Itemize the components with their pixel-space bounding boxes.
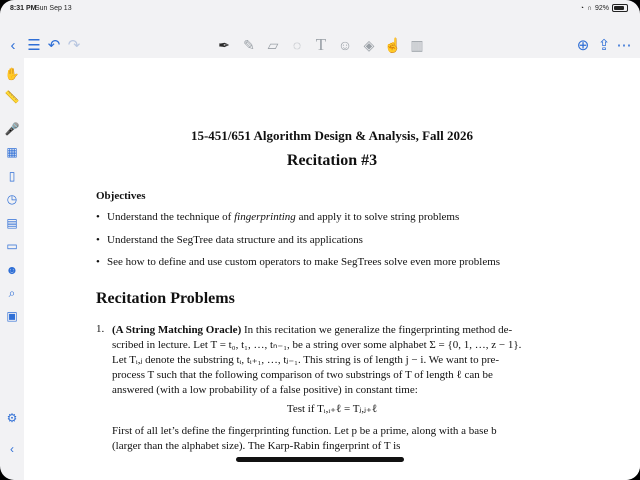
eraser-icon[interactable]: ▱ [267, 36, 279, 53]
problem-1-line-1: (A String Matching Oracle) In this recitation we generalize the fingerprinting method de- [112, 324, 513, 336]
ruler-icon[interactable]: 📏 [4, 90, 20, 104]
settings-icon[interactable]: ⚙ [6, 411, 18, 425]
sticker-icon[interactable]: ☺ [337, 37, 353, 53]
more-icon[interactable]: ⋯ [616, 37, 632, 54]
status-right [580, 4, 628, 12]
wifi-icon: ◔ [579, 4, 584, 12]
search-icon[interactable]: ⌕ [8, 285, 16, 300]
status-bar [0, 0, 640, 18]
bullet: • [96, 256, 100, 268]
document-icon[interactable]: ▭ [6, 239, 18, 253]
battery-percent: 92% [594, 4, 609, 12]
bullet: • [96, 234, 100, 246]
layout-icon[interactable]: ▤ [6, 216, 18, 230]
problem-number: 1. [96, 323, 105, 335]
problem-title: (A String Matching Oracle) [112, 324, 242, 336]
back-icon[interactable]: ‹ [10, 36, 16, 54]
objectives-heading: Objectives [96, 190, 146, 202]
problem-1-line-4: process T such that the following comparison of two substrings of T of length ℓ can be [112, 369, 493, 381]
list-icon[interactable]: ☰ [27, 37, 41, 54]
shapes-icon[interactable]: ◈ [363, 36, 375, 53]
toolbar [0, 32, 640, 58]
recitation-title: Recitation #3 [286, 152, 378, 169]
objective-text: Understand the technique of fingerprinting and apply it to solve string problems [107, 211, 460, 223]
problem-1-line-7: (larger than the alphabet size). The Karp-Rabin fingerprint of T is [112, 440, 401, 452]
problem-1-line-5: answered (with a low probability of a false positive) in constant time: [112, 384, 418, 396]
pen-icon[interactable]: ✒ [218, 36, 230, 53]
problem-1-line-2: scribed in lecture. Let T = t₀, t₁, …, tₙ₋₁, be a string over some alphabet Σ = {0, 1, …, z − 1}. [112, 339, 522, 351]
microphone-icon[interactable]: 🎤 [4, 122, 20, 136]
collapse-icon[interactable]: ‹ [10, 442, 14, 456]
document-page[interactable] [24, 58, 640, 480]
lasso-icon[interactable]: ◌ [292, 37, 302, 53]
share-icon[interactable]: ⇪ [597, 37, 611, 54]
problem-1-line-3: Let Tᵢ,ⱼ denote the substring tᵢ, tᵢ₊₁, …, tⱼ₋₁. This string is of length j − i. We want to pre- [112, 354, 500, 366]
laser-icon[interactable]: ☝ [384, 36, 402, 53]
text-icon[interactable]: T [315, 35, 327, 54]
home-indicator[interactable] [236, 457, 404, 462]
course-title: 15-451/651 Algorithm Design & Analysis, Fall 2026 [190, 128, 474, 143]
problems-heading: Recitation Problems [96, 290, 235, 307]
pencil-icon[interactable]: ✎ [243, 36, 255, 53]
redo-icon[interactable]: ↷ [67, 37, 81, 54]
status-time: 8:31 PM [10, 5, 37, 12]
sidebar [0, 58, 24, 480]
calendar-icon[interactable]: ▦ [6, 145, 18, 159]
robot-icon[interactable]: ☻ [5, 263, 19, 277]
timer-icon[interactable]: ◷ [6, 192, 18, 206]
test-equation: Test if Tᵢ,ᵢ₊ℓ = Tⱼ,ⱼ₊ℓ [286, 403, 378, 415]
headphones-icon: ∩ [586, 4, 592, 12]
highlighter-icon[interactable]: ▥ [410, 36, 424, 53]
objective-text: See how to define and use custom operators to make SegTrees solve even more problems [107, 256, 501, 268]
objective-text: Understand the SegTree data structure and its applications [107, 234, 363, 246]
hand-icon[interactable]: ✋ [4, 67, 20, 81]
undo-icon[interactable]: ↶ [47, 37, 61, 54]
status-date: Sun Sep 13 [35, 5, 72, 12]
add-icon[interactable]: ⊕ [576, 37, 590, 54]
image-icon[interactable]: ▣ [6, 309, 18, 323]
bullet: • [96, 211, 100, 223]
bookmark-icon[interactable]: ▯ [8, 169, 16, 183]
battery-icon [612, 4, 628, 12]
problem-1-line-6: First of all let’s define the fingerprinting function. Let p be a prime, along with a base b [112, 425, 497, 437]
